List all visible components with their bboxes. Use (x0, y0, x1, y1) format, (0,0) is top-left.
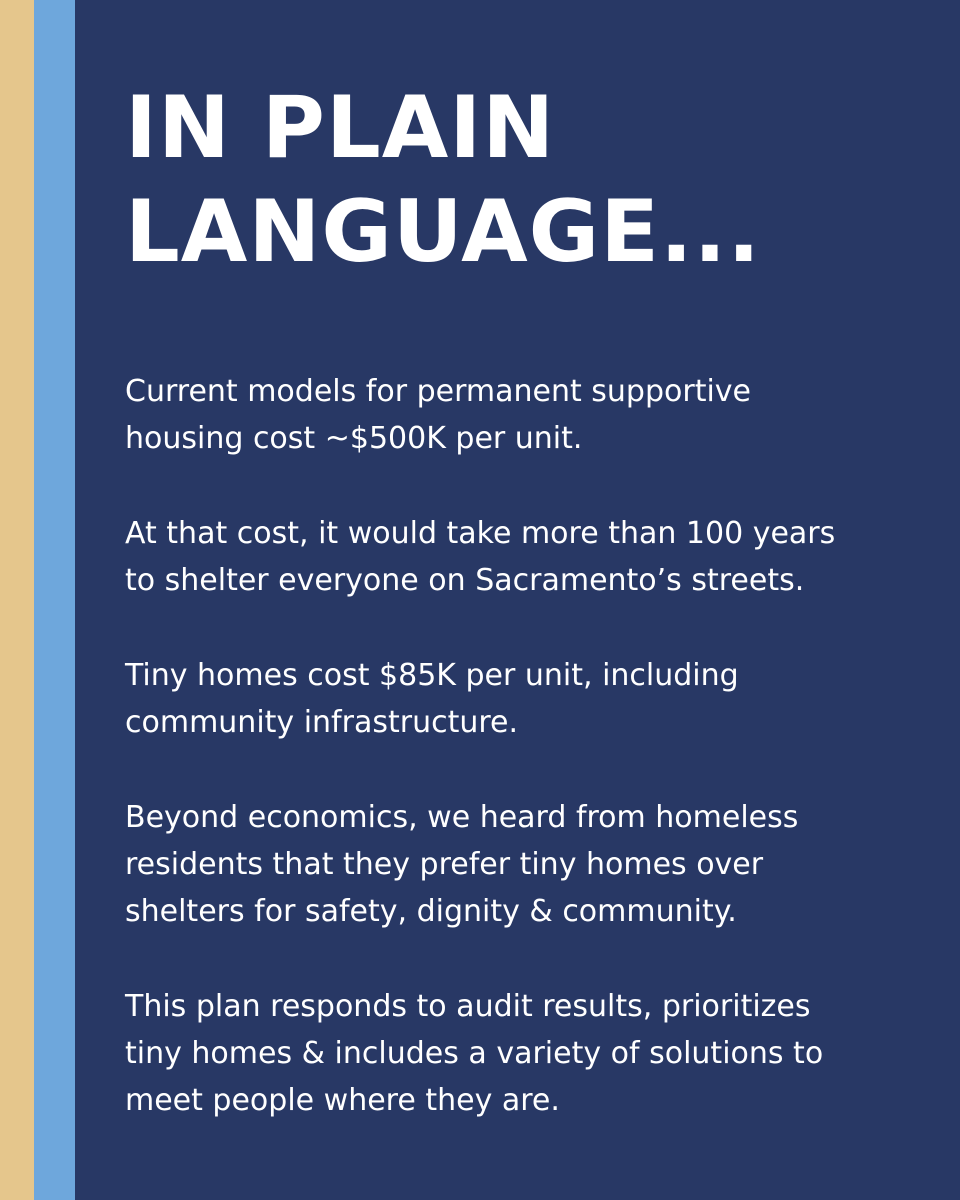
paragraph-resident-preference (125, 794, 935, 935)
paragraph-line: Current models for permanent supportive (125, 374, 752, 409)
paragraph-line: At that cost, it would take more than 100 years (125, 516, 836, 551)
paragraph-line: community infrastructure. (125, 705, 519, 740)
paragraph-line: shelters for safety, dignity & community. (125, 894, 737, 929)
blue-accent-stripe (34, 0, 75, 1200)
headline-line-1: IN PLAIN (125, 78, 556, 178)
paragraph-line: This plan responds to audit results, prioritizes (125, 989, 811, 1024)
paragraph-psh-cost (125, 368, 935, 462)
paragraph-line: meet people where they are. (125, 1083, 560, 1118)
headline-line-2: LANGUAGE... (125, 182, 762, 282)
paragraph-tiny-home-cost (125, 652, 935, 746)
paragraph-line: tiny homes & includes a variety of solutions to (125, 1036, 824, 1071)
body-text (125, 368, 935, 1172)
paragraph-line: residents that they prefer tiny homes over (125, 847, 764, 882)
gold-accent-stripe (0, 0, 34, 1200)
paragraph-plan-summary (125, 983, 935, 1124)
paragraph-line: Tiny homes cost $85K per unit, including (125, 658, 739, 693)
paragraph-line: to shelter everyone on Sacramento’s streets. (125, 563, 805, 598)
paragraph-line: housing cost ~$500K per unit. (125, 421, 583, 456)
paragraph-timeline (125, 510, 935, 604)
headline (125, 76, 925, 284)
paragraph-line: Beyond economics, we heard from homeless (125, 800, 799, 835)
